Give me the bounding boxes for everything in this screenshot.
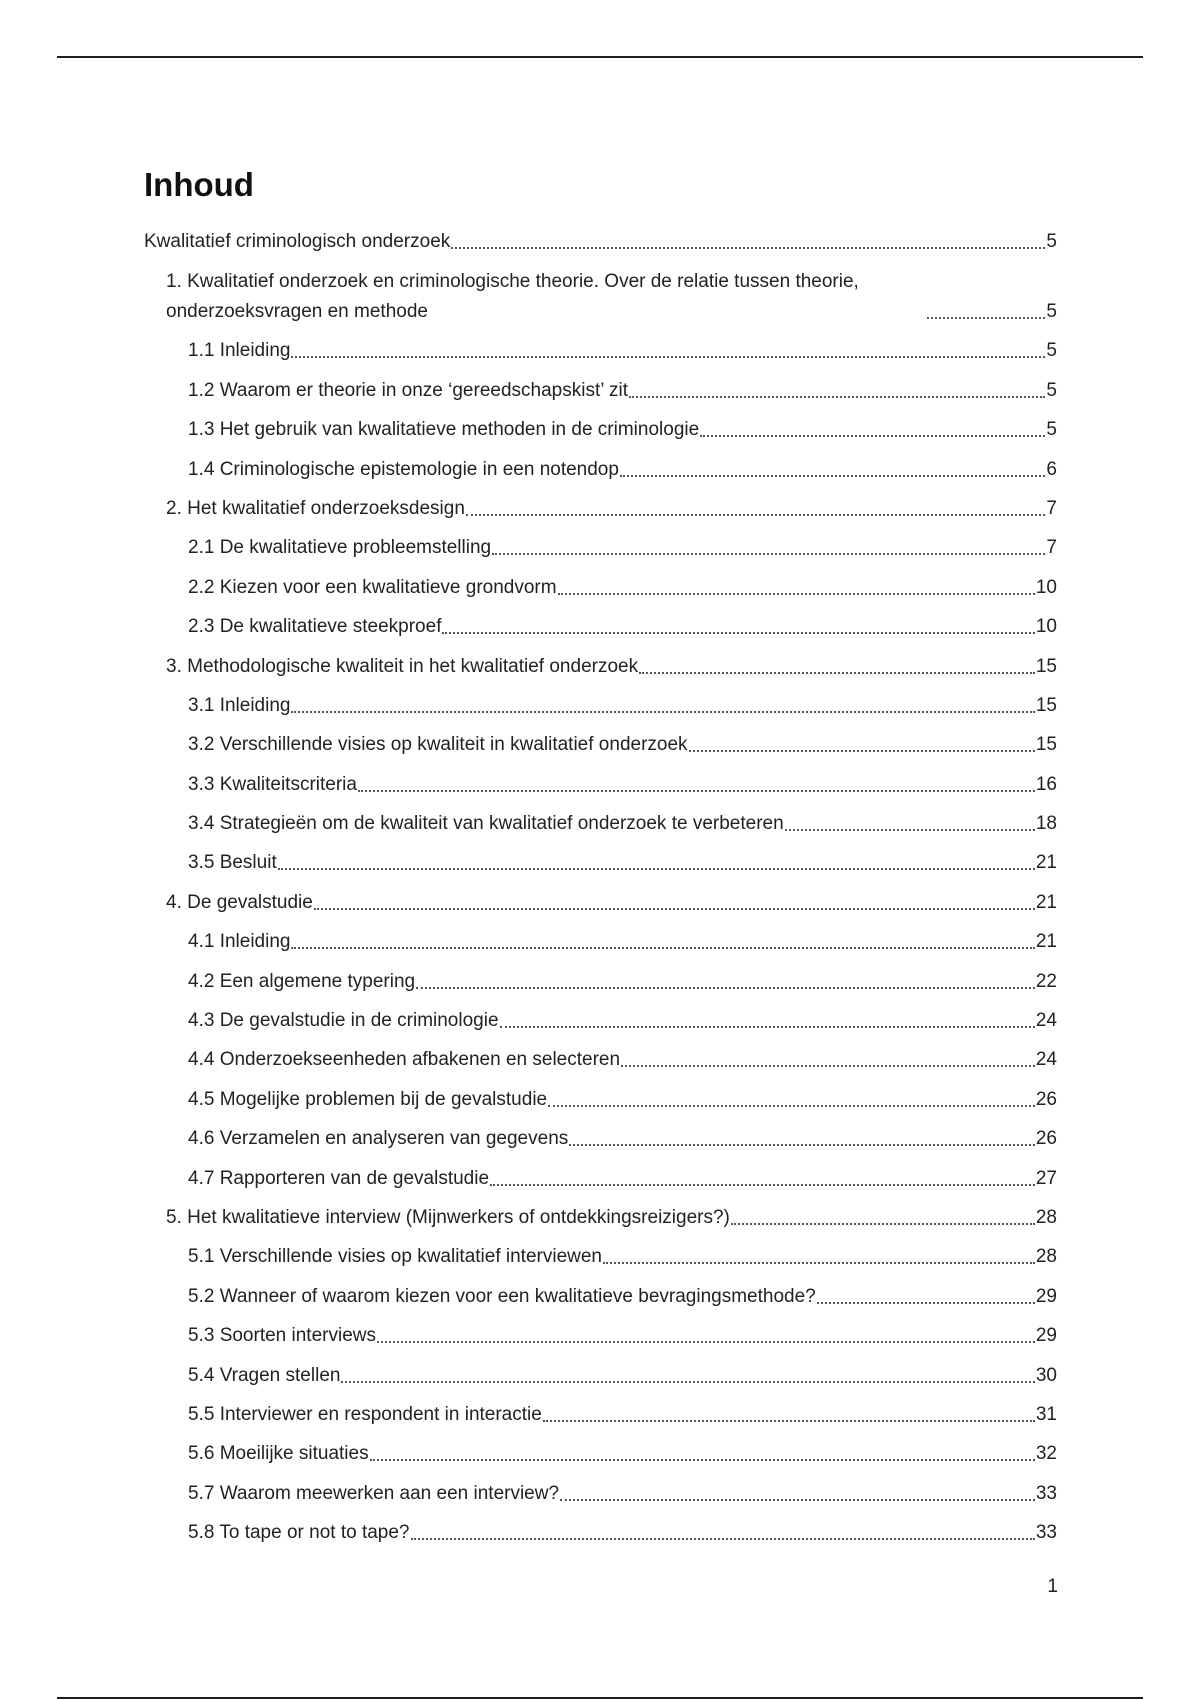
- dot-leader: [442, 632, 1034, 634]
- toc-entry-title: 4.2 Een algemene typering: [188, 970, 416, 992]
- toc-entry-page: 5: [1046, 301, 1057, 322]
- toc-entry[interactable]: [144, 1154, 1057, 1193]
- toc-entry-page: 28: [1035, 1206, 1057, 1228]
- toc-entry-page: 27: [1035, 1167, 1057, 1189]
- toc-entry-title: 4.1 Inleiding: [188, 931, 291, 953]
- toc-entry[interactable]: [144, 1430, 1057, 1469]
- toc-entry-page: 29: [1035, 1325, 1057, 1347]
- toc-entry[interactable]: [144, 642, 1057, 681]
- toc-entry-page: 16: [1035, 773, 1057, 795]
- dot-leader: [548, 1105, 1035, 1107]
- dot-leader: [785, 829, 1035, 831]
- toc-entry-title: 2.1 De kwalitatieve probleemstelling: [188, 537, 492, 559]
- toc-entry-page: 5: [1046, 231, 1057, 252]
- dot-leader: [620, 475, 1045, 477]
- toc-entry[interactable]: [144, 682, 1057, 721]
- dot-leader: [451, 247, 1045, 249]
- toc-entry-title: 4. De gevalstudie: [166, 891, 313, 913]
- toc-entry-title: 5.8 To tape or not to tape?: [188, 1522, 410, 1544]
- toc-entry-page: 7: [1046, 497, 1057, 519]
- dot-leader: [416, 987, 1035, 989]
- toc-entry-page: 21: [1035, 852, 1057, 874]
- toc-entry[interactable]: [144, 563, 1057, 602]
- toc-entry[interactable]: [144, 406, 1057, 445]
- toc-entry[interactable]: [144, 1469, 1057, 1508]
- footer-rule: [57, 1697, 1143, 1699]
- toc-entry-page: 21: [1035, 891, 1057, 913]
- toc-entry[interactable]: [144, 1115, 1057, 1154]
- dot-leader: [927, 317, 1045, 319]
- toc-entry[interactable]: [144, 1509, 1057, 1548]
- toc-entry-title: 4.7 Rapporteren van de gevalstudie: [188, 1167, 490, 1189]
- dot-leader: [291, 356, 1045, 358]
- dot-leader: [629, 396, 1045, 398]
- dot-leader: [341, 1381, 1034, 1383]
- dot-leader: [314, 908, 1035, 910]
- toc-entry-page: 10: [1035, 576, 1057, 598]
- dot-leader: [621, 1065, 1035, 1067]
- toc-entry[interactable]: [144, 1075, 1057, 1114]
- toc-entry[interactable]: [144, 485, 1057, 524]
- toc-entry-title: 2.3 De kwalitatieve steekproef: [188, 616, 442, 638]
- toc-entry-title: Kwalitatief criminologisch onderzoek: [144, 231, 451, 252]
- toc-entry-page: 18: [1035, 813, 1057, 835]
- toc-entry-title: 5. Het kwalitatieve interview (Mijnwerkers of ontdekkingsreizigers?): [166, 1206, 730, 1228]
- toc-entry-title: 1.3 Het gebruik van kwalitatieve methoden in de criminologie: [188, 419, 700, 441]
- toc-entry-page: 5: [1046, 340, 1057, 362]
- toc-entry-title: 3.5 Besluit: [188, 852, 277, 874]
- toc-entry[interactable]: [144, 918, 1057, 957]
- toc-entry-page: 29: [1035, 1285, 1057, 1307]
- toc-entry-title: 5.6 Moeilijke situaties: [188, 1443, 369, 1465]
- toc-entry-title: 4.5 Mogelijke problemen bij de gevalstudie: [188, 1088, 548, 1110]
- toc-entry-title: 3.2 Verschillende visies op kwaliteit in kwalitatief onderzoek: [188, 734, 688, 756]
- toc-entry[interactable]: [144, 1391, 1057, 1430]
- toc-entry-page: 21: [1035, 931, 1057, 953]
- toc-entry-title: 5.2 Wanneer of waarom kiezen voor een kwalitatieve bevragingsmethode?: [188, 1285, 816, 1307]
- toc-entry-title: 1.1 Inleiding: [188, 340, 291, 362]
- toc-entry-page: 26: [1035, 1128, 1057, 1150]
- toc-entry-title: 3.4 Strategieën om de kwaliteit van kwalitatief onderzoek te verbeteren: [188, 813, 784, 835]
- dot-leader: [291, 711, 1034, 713]
- toc-entry[interactable]: [144, 957, 1057, 996]
- toc-entry[interactable]: [144, 1194, 1057, 1233]
- toc-entry-page: 5: [1046, 379, 1057, 401]
- page-number: 1: [1047, 1576, 1058, 1597]
- dot-leader: [543, 1420, 1035, 1422]
- dot-leader: [639, 672, 1035, 674]
- toc-entry[interactable]: [144, 1351, 1057, 1390]
- toc-entry[interactable]: [144, 839, 1057, 878]
- header-rule: [57, 56, 1143, 58]
- dot-leader: [569, 1144, 1035, 1146]
- dot-leader: [603, 1262, 1035, 1264]
- dot-leader: [689, 750, 1035, 752]
- toc-entry-title: 3.1 Inleiding: [188, 694, 291, 716]
- dot-leader: [291, 947, 1034, 949]
- toc-entry-page: 32: [1035, 1443, 1057, 1465]
- toc-entry-page: 6: [1046, 458, 1057, 480]
- toc-entry[interactable]: [144, 524, 1057, 563]
- dot-leader: [411, 1538, 1035, 1540]
- dot-leader: [560, 1499, 1035, 1501]
- toc-entry-title: 3.3 Kwaliteitscriteria: [188, 773, 357, 795]
- toc-entry-page: 33: [1035, 1482, 1057, 1504]
- toc-entry-page: 31: [1035, 1403, 1057, 1425]
- toc-entry[interactable]: [144, 997, 1057, 1036]
- toc-entry[interactable]: [144, 1036, 1057, 1075]
- toc-entry[interactable]: [144, 445, 1057, 484]
- dot-leader: [492, 553, 1045, 555]
- toc-entry-title: 3. Methodologische kwaliteit in het kwalitatief onderzoek: [166, 655, 639, 677]
- toc-entry-page: 7: [1046, 537, 1057, 559]
- dot-leader: [817, 1302, 1035, 1304]
- toc-entry[interactable]: [144, 257, 1057, 327]
- toc-entry-title: 2.2 Kiezen voor een kwalitatieve grondvorm: [188, 576, 557, 598]
- toc-entry-page: 10: [1035, 616, 1057, 638]
- toc-entry[interactable]: [144, 1272, 1057, 1311]
- toc-entry-page: 30: [1035, 1364, 1057, 1386]
- toc-entry[interactable]: [144, 327, 1057, 366]
- dot-leader: [278, 868, 1035, 870]
- dot-leader: [358, 790, 1035, 792]
- dot-leader: [500, 1026, 1035, 1028]
- dot-leader: [731, 1223, 1035, 1225]
- toc-entry-page: 5: [1046, 419, 1057, 441]
- toc-entry-page: 24: [1035, 1010, 1057, 1032]
- toc-entry[interactable]: [144, 366, 1057, 405]
- toc-entry[interactable]: [144, 1233, 1057, 1272]
- toc-entry[interactable]: [144, 721, 1057, 760]
- toc-entry-title: 1.4 Criminologische epistemologie in een notendop: [188, 458, 619, 480]
- toc-entry-page: 26: [1035, 1088, 1057, 1110]
- toc-entry[interactable]: [144, 218, 1057, 257]
- dot-leader: [700, 435, 1045, 437]
- table-of-contents: [144, 218, 1057, 1548]
- toc-entry[interactable]: [144, 760, 1057, 799]
- toc-entry-title: 1. Kwalitatief onderzoek en criminologische theorie. Over de relatie tussen theorie, onderzoeksvragen en methode: [166, 271, 859, 322]
- toc-entry-title: 1.2 Waarom er theorie in onze ‘gereedschapskist’ zit: [188, 379, 629, 401]
- toc-entry-title: 4.4 Onderzoekseenheden afbakenen en selecteren: [188, 1049, 621, 1071]
- toc-entry-page: 15: [1035, 694, 1057, 716]
- toc-entry-page: 24: [1035, 1049, 1057, 1071]
- toc-entry-title: 5.1 Verschillende visies op kwalitatief interviewen: [188, 1246, 602, 1268]
- toc-entry[interactable]: [144, 1312, 1057, 1351]
- dot-leader: [490, 1184, 1035, 1186]
- toc-entry-title: 4.3 De gevalstudie in de criminologie: [188, 1010, 499, 1032]
- toc-entry[interactable]: [144, 800, 1057, 839]
- toc-entry-title: 5.5 Interviewer en respondent in interactie: [188, 1403, 542, 1425]
- dot-leader: [377, 1341, 1035, 1343]
- page-title: Inhoud: [144, 166, 254, 203]
- toc-entry-page: 33: [1035, 1522, 1057, 1544]
- toc-entry-title: 5.7 Waarom meewerken aan een interview?: [188, 1482, 560, 1504]
- dot-leader: [370, 1459, 1035, 1461]
- toc-entry-page: 15: [1035, 734, 1057, 756]
- toc-entry-title: 5.3 Soorten interviews: [188, 1325, 376, 1347]
- toc-entry-page: 28: [1035, 1246, 1057, 1268]
- toc-entry-page: 15: [1035, 655, 1057, 677]
- toc-entry-title: 4.6 Verzamelen en analyseren van gegevens: [188, 1128, 569, 1150]
- toc-entry-title: 5.4 Vragen stellen: [188, 1364, 341, 1386]
- toc-entry-page: 22: [1035, 970, 1057, 992]
- dot-leader: [558, 593, 1035, 595]
- toc-entry[interactable]: [144, 878, 1057, 917]
- toc-entry[interactable]: [144, 603, 1057, 642]
- dot-leader: [466, 514, 1046, 516]
- toc-entry-title: 2. Het kwalitatief onderzoeksdesign: [166, 497, 465, 519]
